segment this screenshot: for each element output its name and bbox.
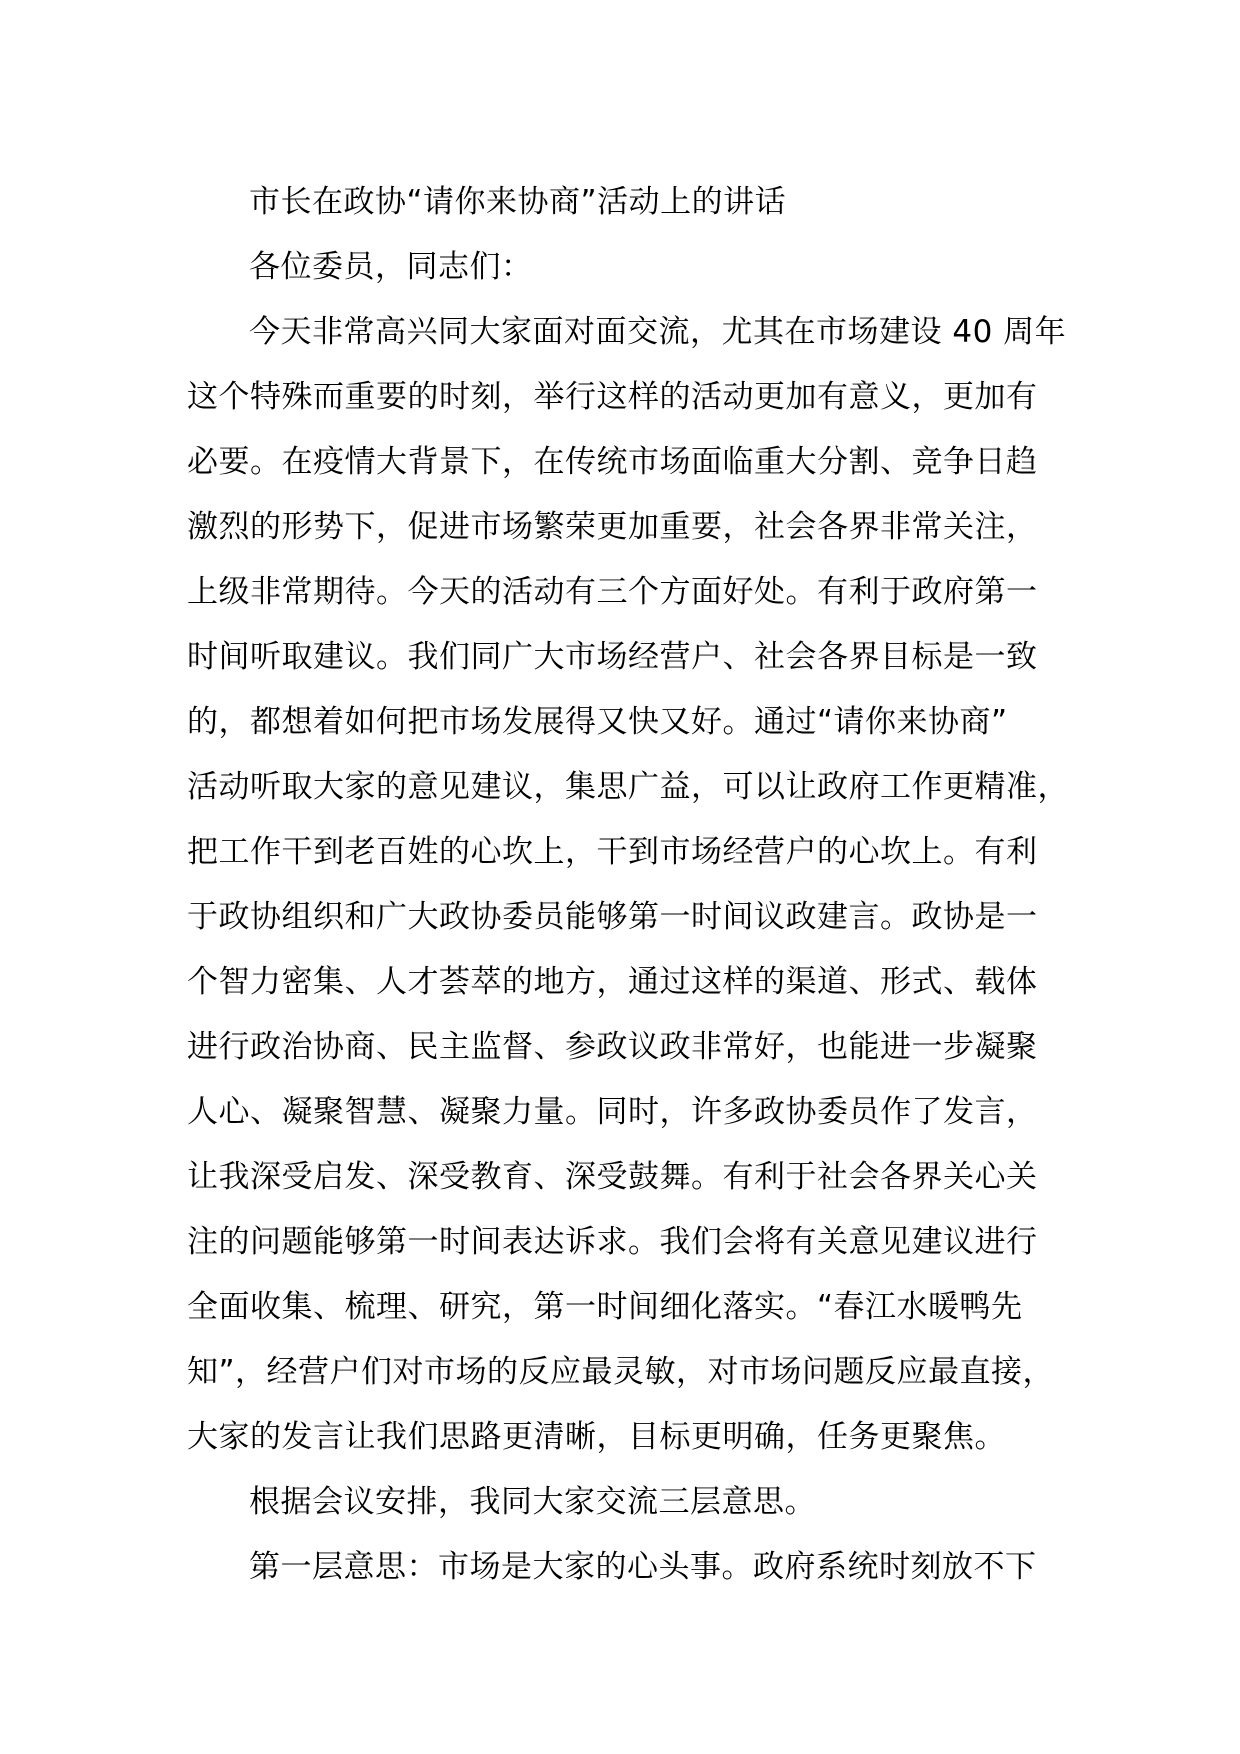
- paragraph-1-line-16: 全面收集、梳理、研究，第一时间细化落实。“春江水暖鸭先: [187, 1289, 1023, 1325]
- paragraph-1-line-3: 必要。在疫情大背景下，在传统市场面临重大分割、竞争日趋: [187, 444, 1038, 480]
- paragraph-1-line-14: 让我深受启发、深受教育、深受鼓舞。有利于社会各界关心关: [187, 1159, 1038, 1195]
- paragraph-1-line-8: 活动听取大家的意见建议，集思广益，可以让政府工作更精准，: [187, 769, 1069, 805]
- paragraph-1-line-6: 时间听取建议。我们同广大市场经营户、社会各界目标是一致: [187, 639, 1038, 675]
- paragraph-1-line-9: 把工作干到老百姓的心坎上，干到市场经营户的心坎上。有利: [187, 834, 1038, 870]
- salutation: 各位委员，同志们：: [249, 249, 533, 285]
- paragraph-1-line-12: 进行政治协商、民主监督、参政议政非常好，也能进一步凝聚: [187, 1029, 1038, 1065]
- paragraph-1-line-1: 今天非常高兴同大家面对面交流，尤其在市场建设 40 周年: [249, 314, 1067, 350]
- paragraph-1-line-10: 于政协组织和广大政协委员能够第一时间议政建言。政协是一: [187, 899, 1038, 935]
- paragraph-1-line-17: 知”，经营户们对市场的反应最灵敏，对市场问题反应最直接，: [187, 1354, 1055, 1390]
- paragraph-1-line-11: 个智力密集、人才荟萃的地方，通过这样的渠道、形式、载体: [187, 964, 1038, 1000]
- paragraph-1-line-4: 激烈的形势下，促进市场繁荣更加重要，社会各界非常关注，: [187, 509, 1038, 545]
- speech-title: 市长在政协“请你来协商”活动上的讲话: [249, 184, 787, 220]
- paragraph-3-line-1: 第一层意思：市场是大家的心头事。政府系统时刻放不下: [249, 1549, 1037, 1585]
- paragraph-1-line-13: 人心、凝聚智慧、凝聚力量。同时，许多政协委员作了发言，: [187, 1094, 1038, 1130]
- paragraph-1-line-7: 的，都想着如何把市场发展得又快又好。通过“请你来协商”: [187, 704, 1008, 740]
- paragraph-1-line-15: 注的问题能够第一时间表达诉求。我们会将有关意见建议进行: [187, 1224, 1038, 1260]
- paragraph-2: 根据会议安排，我同大家交流三层意思。: [249, 1484, 816, 1520]
- paragraph-1-line-5: 上级非常期待。今天的活动有三个方面好处。有利于政府第一: [187, 574, 1038, 610]
- paragraph-1-line-2: 这个特殊而重要的时刻，举行这样的活动更加有意义，更加有: [187, 379, 1038, 415]
- paragraph-1-line-18: 大家的发言让我们思路更清晰，目标更明确，任务更聚焦。: [187, 1419, 1006, 1455]
- speech-body: [187, 170, 1087, 1600]
